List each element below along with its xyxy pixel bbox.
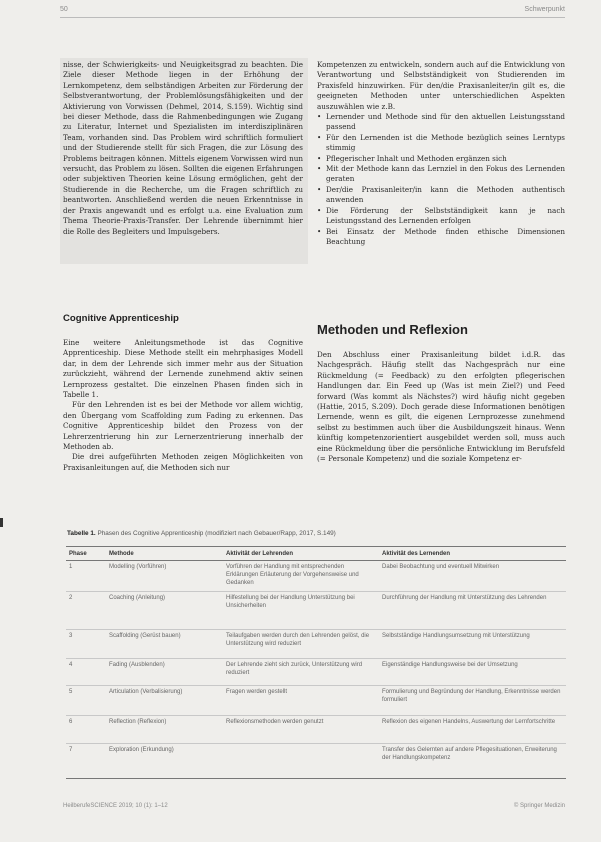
list-item: • Pflegerischer Inhalt und Methoden ergänzen sich	[317, 154, 565, 164]
list-item: • Mit der Methode kann das Lernziel in den Fokus des Lernenden geraten	[317, 164, 565, 185]
table-cell: 6	[69, 719, 73, 725]
table-row	[66, 686, 566, 716]
left-column-top	[63, 60, 303, 237]
journal-citation: HeilberufeSCIENCE 2019; 10 (1): 1–12	[63, 803, 168, 809]
table-cell: 4	[69, 662, 73, 668]
table-cell: Exploration (Erkundung)	[109, 747, 174, 753]
table-header-cell: Methode	[109, 550, 134, 557]
table-cell: Reflexionsmethoden werden genutzt	[226, 719, 324, 725]
table-caption-label: Tabelle 1.	[67, 530, 96, 537]
body-paragraph: Für den Lehrenden ist es bei der Methode vor allem wichtig, den Übergang vom Scaffolding zum Fading zu erkennen. Das Cognitive Apprenticeship bildet den Prozess von der Lehrerzentrierung hin zur Lernerzentrierung innerhalb der Methoden ab.	[63, 400, 303, 452]
table-cell: Articulation (Verbalisierung)	[109, 689, 183, 695]
table-header-row	[66, 547, 566, 561]
list-item: • Für den Lernenden ist die Methode bezüglich seines Lerntyps stimmig	[317, 133, 565, 154]
body-paragraph: Eine weitere Anleitungsmethode ist das Cognitive Apprenticeship. Diese Methode stellt ein mehrphasiges Modell dar, in dem der Lehrende sich immer mehr aus der Situation zurückzieht, während der Lernende zunehmend aktiv seinen Lernprozess gestaltet. Die einzelnen Phasen finden sich in Tabelle 1.	[63, 338, 303, 400]
phases-table	[66, 546, 566, 779]
table-cell: Dabei Beobachtung und eventuell Mitwirken	[382, 564, 500, 570]
criteria-list	[317, 112, 565, 247]
table-cell: Vorführen der Handlung mit entsprechenden Erklärungen Erläuterung der Vorgehensweise und Gedanken	[226, 564, 359, 586]
table-cell: Modelling (Vorführen)	[109, 564, 167, 570]
table-cell: Teilaufgaben werden durch den Lehrenden gelöst, die Unterstützung wird reduziert	[226, 633, 370, 647]
table-cell: Fragen werden gestellt	[226, 689, 288, 695]
table-row	[66, 561, 566, 592]
table-cell: Scaffolding (Gerüst bauen)	[109, 633, 181, 639]
header-rule	[60, 17, 565, 18]
page-header	[60, 6, 565, 17]
table-cell: Der Lehrende zieht sich zurück, Unterstützung wird reduziert	[226, 662, 363, 676]
table-cell: 2	[69, 595, 73, 601]
body-paragraph: nisse, der Schwierigkeits- und Neuigkeitsgrad zu beachten. Die Ziele dieser Methode liegen in der Erhöhung der Lernkompetenz, dem selbständigen Arbeiten zur Förderung der Selbstverantwortung, der Problemlösungsfähigkeiten und der Aktivierung von Vorwissen (Dehmel, 2014, S.159). Wichtig sind bei dieser Methode, dass die Rahmenbedingungen wie Zugang zu Literatur, Internet und Spezialisten im interdisziplinären Team, vorhanden sind. Das Problem wird schriftlich formuliert und der Studierende stellt für sich Fragen, die zur Lösung des Problems beitragen können. Mittels eigenem Vorwissen wird nun versucht, das Problem zu lösen. Sollten die eigenen Erfahrungen oder subjektiven Theorien keine Lösung ermöglichen, geht der Studierende in die Recherche, um die Fragen schriftlich zu beantworten. Anschließend werden die neuen Erkenntnisse in der Praxis angewandt und es erfolgt u.a. eine Evaluation zum Thema Theorie-Praxis-Transfer. Der Lehrende übernimmt hier die Rolle des Begleiters und Impulsgebers.	[63, 60, 303, 236]
table-cell: 7	[69, 747, 73, 753]
table-header-cell: Aktivität des Lernenden	[382, 550, 451, 557]
table-row	[66, 659, 566, 686]
margin-mark	[0, 518, 3, 527]
table-cell: Reflexion des eigenen Handelns, Auswertung der Lernfortschritte	[382, 719, 556, 725]
table-row	[66, 744, 566, 779]
table-cell: Transfer des Gelernten auf andere Pflegesituationen, Erweiterung der Handlungskompetenz	[382, 747, 557, 761]
body-paragraph: Kompetenzen zu entwickeln, sondern auch auf die Entwicklung von Verantwortung und Selbstständigkeit von Studierenden im Praxisfeld hinzuwirken. Für den/die Praxisanleiter/in gilt es, die geeigneten Methoden unter unterschiedlichen Aspekten auszuwählen wie z.B.	[317, 60, 565, 111]
body-paragraph: Den Abschluss einer Praxisanleitung bildet i.d.R. das Nachgespräch. Häufig stellt das Nachgespräch nur eine Rückmeldung (= Feedback) zu den erfolgten pflegerischen Handlungen dar. Ein Feed up (Was ist mein Ziel?) und Feed forward (Was kommt als Nächstes?) wird häufig nicht gegeben (Hattie, 2015, S.209). Doch gerade diese Informationen benötigen Lernende, wenn es gilt, die eigenen Lernprozesse zunehmend selbst zu bestimmen auch über die Ausbildungszeit hinaus. Wenn künftig kompetenzorientiert ausgebildet werden soll, muss auch eine Rückmeldung über die persönliche Entwicklung im Berufsfeld (= Personale Kompetenz) und die soziale Kompetenz er-	[317, 350, 565, 464]
table-row	[66, 716, 566, 744]
page-footer	[63, 803, 565, 813]
table-cell: Coaching (Anleitung)	[109, 595, 166, 601]
table-cell: 5	[69, 689, 73, 695]
list-item: • Bei Einsatz der Methode finden ethische Dimensionen Beachtung	[317, 227, 565, 248]
table-row	[66, 592, 566, 630]
table-caption	[67, 530, 567, 537]
list-item: • Der/die Praxisanleiter/in kann die Methoden authentisch anwenden	[317, 185, 565, 206]
table-cell	[223, 744, 379, 778]
table-caption-text: Phasen des Cognitive Apprenticeship (modifiziert nach Gebauer/Rapp, 2017, S.149)	[97, 530, 336, 537]
table-cell: Fading (Ausblenden)	[109, 662, 165, 668]
section-label: Schwerpunkt	[524, 6, 565, 13]
list-item: • Die Förderung der Selbstständigkeit kann je nach Leistungsstand des Lernenden erfolgen	[317, 206, 565, 227]
table-row	[66, 630, 566, 659]
table-header-cell: Aktivität der Lehrenden	[226, 550, 294, 557]
publisher: © Springer Medizin	[513, 803, 565, 809]
table-cell: 1	[69, 564, 73, 570]
body-paragraph: Die drei aufgeführten Methoden zeigen Möglichkeiten von Praxisanleitungen auf, die Methoden sich nur	[63, 452, 303, 472]
table-cell: 3	[69, 633, 73, 639]
section-heading-methoden-und-reflexion: Methoden und Reflexion	[317, 322, 468, 337]
right-column-top	[317, 60, 565, 247]
table-cell: Reflection (Reflexion)	[109, 719, 167, 725]
page-number: 50	[60, 6, 68, 13]
table-cell: Selbstständige Handlungsumsetzung mit Unterstützung	[382, 633, 530, 639]
list-item: • Lernender und Methode sind für den aktuellen Leistungsstand passend	[317, 112, 565, 133]
table-header-cell: Phase	[69, 550, 87, 557]
table-cell: Formulierung und Begründung der Handlung, Erkenntnisse werden formuliert	[382, 689, 561, 703]
table-cell: Hilfestellung bei der Handlung Unterstützung bei Unsicherheiten	[226, 595, 355, 609]
subheading-cognitive-apprenticeship: Cognitive Apprenticeship	[63, 313, 179, 324]
right-column-bottom	[317, 350, 565, 464]
table-cell: Eigenständige Handlungsweise bei der Umsetzung	[382, 662, 518, 668]
table-cell: Durchführung der Handlung mit Unterstützung des Lehrenden	[382, 595, 547, 601]
left-column-bottom	[63, 338, 303, 473]
